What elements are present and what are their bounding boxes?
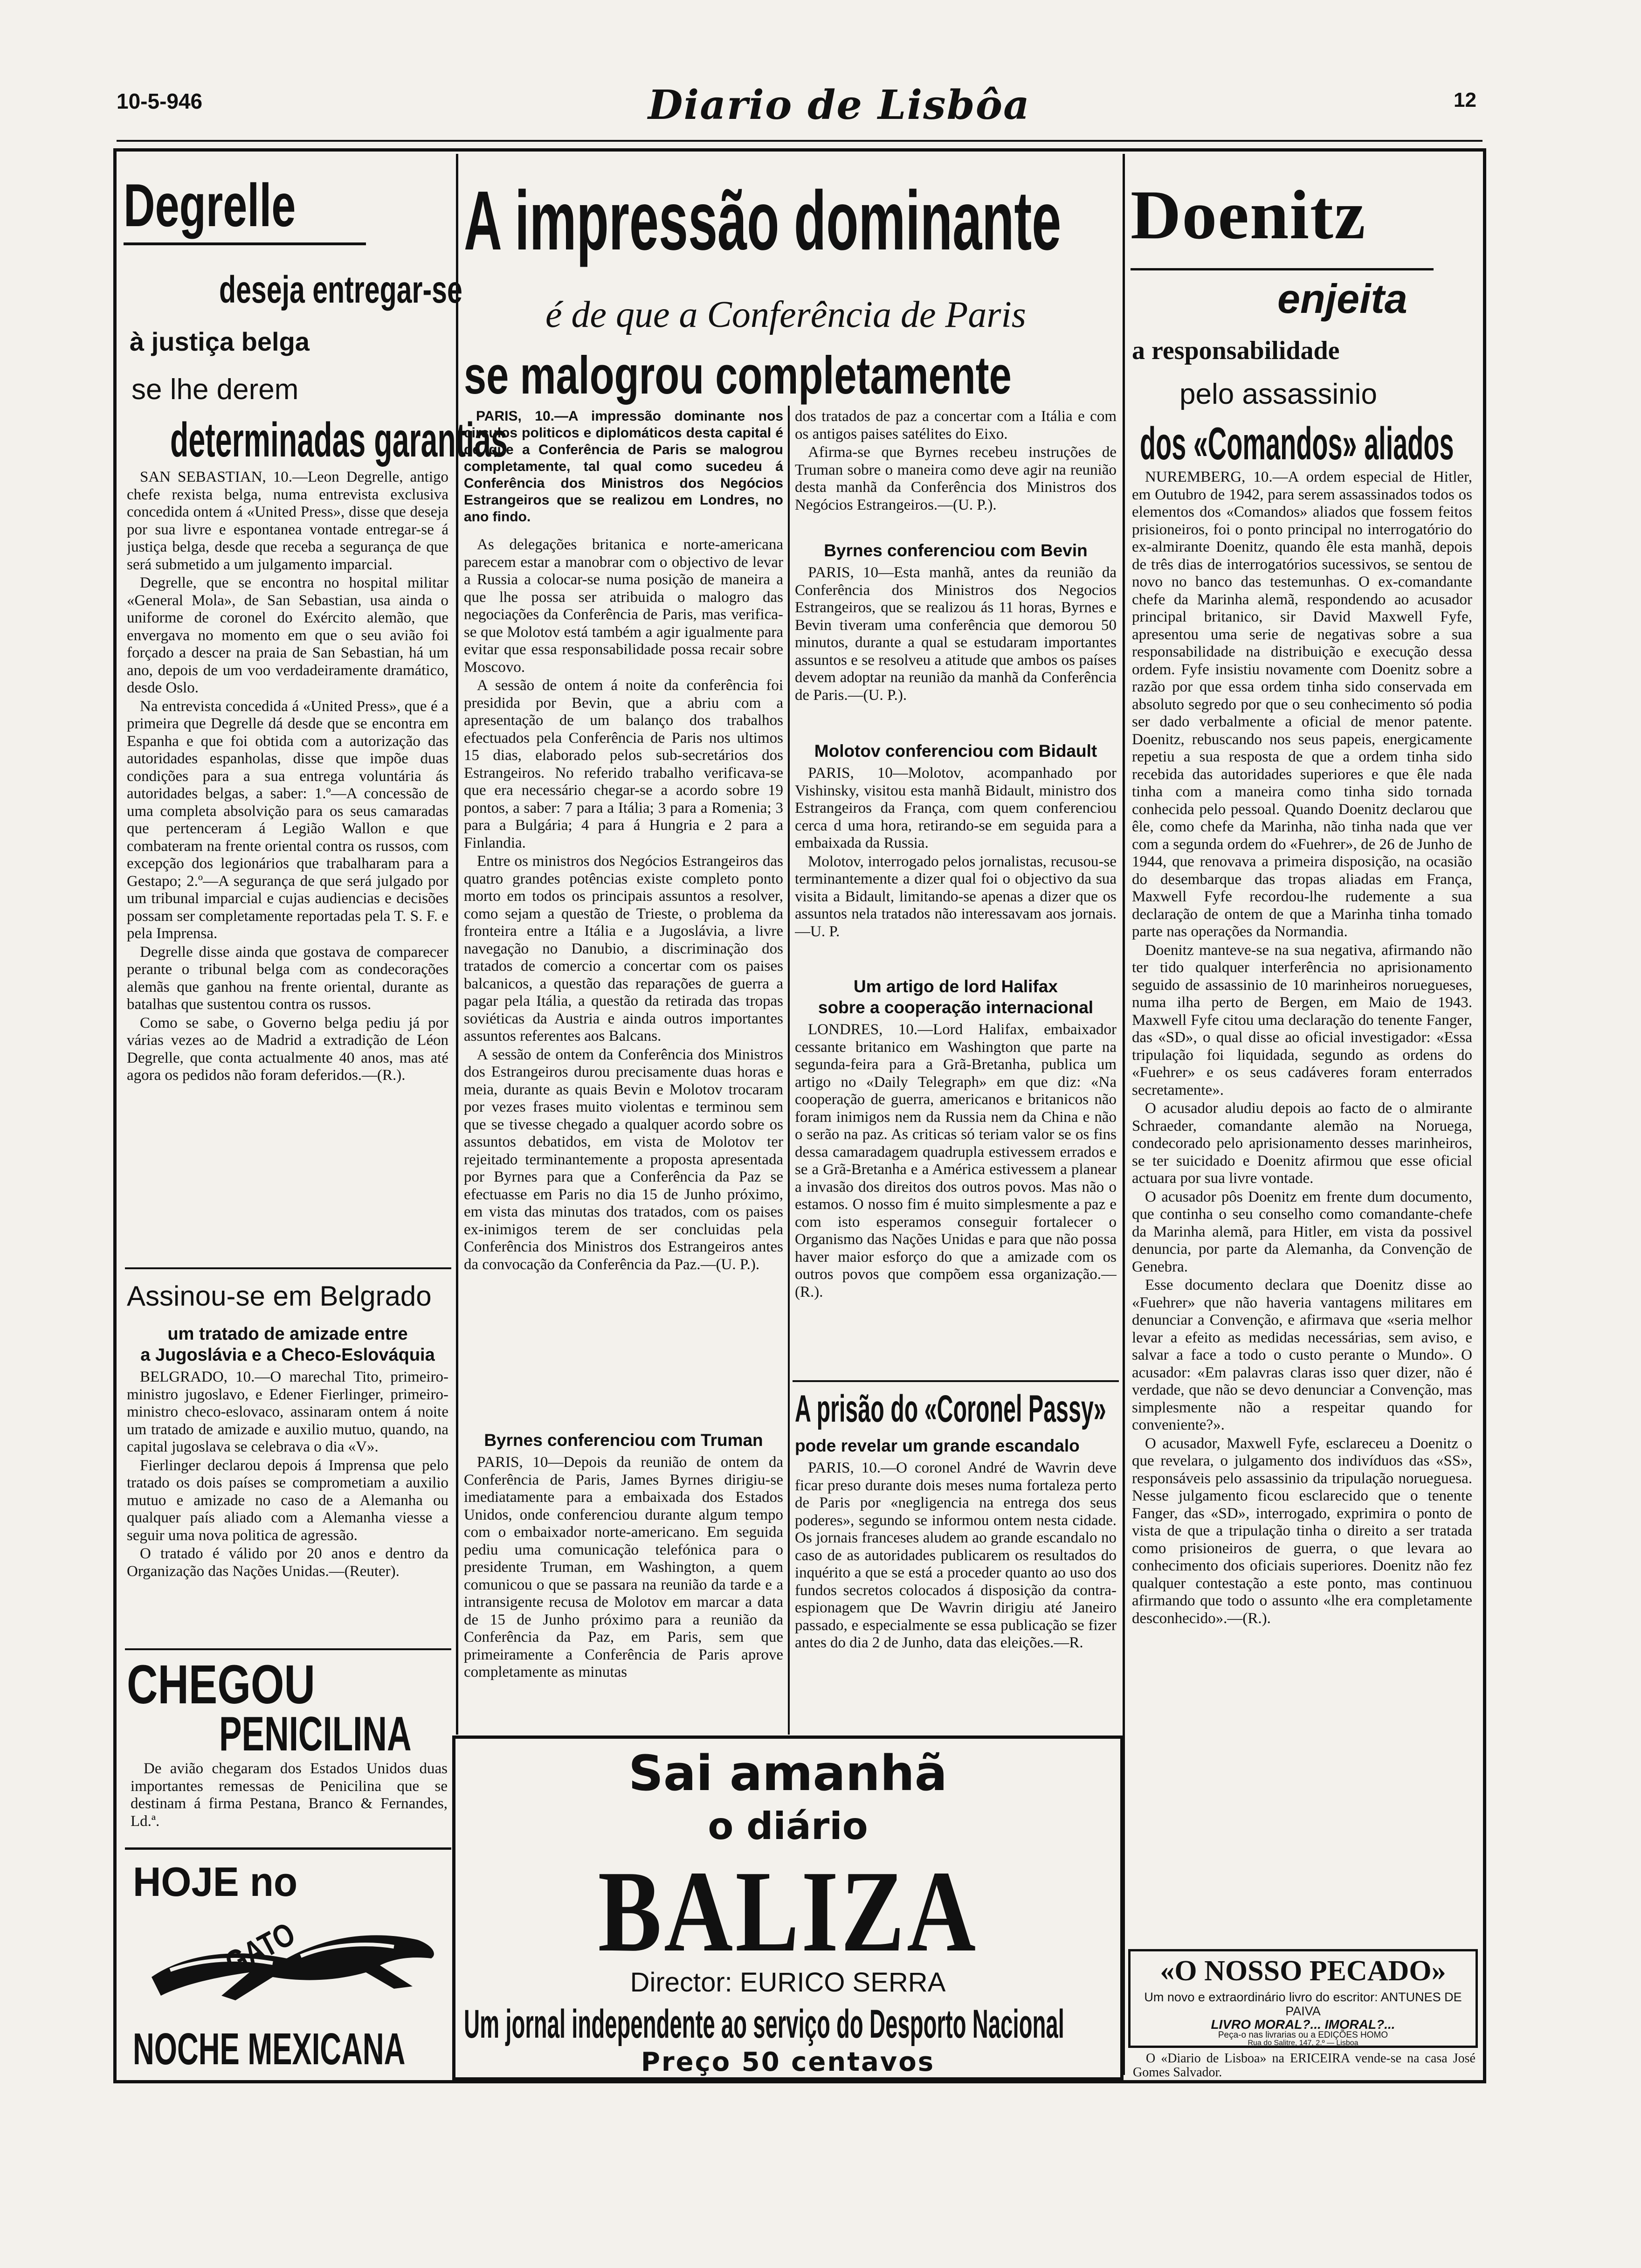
- degrelle-headline: Degrelle: [124, 171, 296, 239]
- article-paragraph: dos tratados de paz a concertar com a Itália e com os antigos paises satélites do Eixo.: [795, 408, 1117, 443]
- article-paragraph: NUREMBERG, 10.—A ordem especial de Hitler, em Outubro de 1942, para serem assassinados todos os elementos dos «Comandos» aliados que fossem feitos prisioneiros, foi o ponto principal no interrogatório do ex-almirante Doenitz, quando êle esta manhã, depois de três dias de interrogatórios sucessivos, se sentou de novo no banco das testemunhas. O ex-comandante chefe da Marinha alemã, respondendo ao acusador principal britanico, sir David Maxwell Fyfe, apresentou uma serie de negativas sobre a sua responsabilidade na distribuição e execução dessa ordem. Fyfe insistiu novamente com Doenitz sobre a razão por que essa ordem tinha sido conservada em absoluto segredo por que o seu conhecimento só podia ser dado verbalmente a oficial de menor patente. Doenitz, rebuscando nos seus papeis, energicamente repetiu a sua resposta de que a ordem tinha sido recebida das autoridades superiores e que êle nada tinha com a maneira como tinha sido tornada conhecida pelo pessoal. Quando Doenitz declarou que êle, como chefe da Marinha, não tinha nada que ver com a segunda ordem do «Fuehrer», de 26 de Junho de 1944, que renovava a primeira disposição, na ocasião do desembarque das tropas aliadas em França, Maxwell Fyfe recordou-lhe rudemente a sua declaração de ontem de que a Marinha tinha tomado parte nas operações da Normandia.: [1132, 469, 1472, 940]
- doenitz-sub-2: a responsabilidade: [1132, 336, 1340, 365]
- gato-ad-title: HOJE no: [133, 1859, 298, 1905]
- article-paragraph: O acusador, Maxwell Fyfe, esclareceu a Doenitz o que revelara, o julgamento dos indivíduos das «SS», responsáveis pelo assassinio da tripulação norueguesa. Nesse julgamento ficou esclarecido que o tenente Fanger, das «SD», interrogado, exprimira o ponto de vista de que a tripulação tinha o direito a ser tratada como prisioneiros de guerra, o que levara ao conhecimento dos oficiais superiores. Doenitz não fez qualquer contestação a este ponto, mas continuou afirmando que todo o assunto «lhe era completamente desconhecido».—(R.).: [1132, 1435, 1472, 1627]
- penicilina-headline-1: CHEGOU: [127, 1654, 315, 1715]
- subheading-halifax-2: sobre a cooperação internacional: [818, 998, 1094, 1017]
- masthead: Diario de Lisbôa: [648, 82, 1030, 129]
- passy-headline: A prisão do «Coronel Passy»: [795, 1388, 1106, 1430]
- section-divider: [125, 1267, 451, 1269]
- pecado-line-2: LIVRO MORAL?... IMORAL?...: [1211, 2017, 1395, 2032]
- column-rule: [788, 406, 790, 1735]
- headline-underline: [1131, 268, 1434, 270]
- degrelle-sub-3: se lhe derem: [131, 373, 299, 406]
- subheading-halifax-1: Um artigo de lord Halifax: [854, 977, 1058, 996]
- passy-sub: pode revelar um grande escandalo: [795, 1436, 1080, 1455]
- article-paragraph: PARIS, 10.—O coronel André de Wavrin deve ficar preso durante dois meses numa fortaleza perto de Paris por «negligencia na entrega dos seus poderes», segundo se informou ontem nesta cidade. Os jornais franceses aludem ao grande escandalo no caso de as autoridades publicarem os resultados do inquérito a que se está a proceder quanto ao uso dos fundos secretos colocados á disposição da contra-espionagem que De Wavrin dirigiu até Janeiro passado, e especialmente se essa publicação se fizer antes do dia 2 de Junho, data das eleições.—R.: [795, 1459, 1117, 1651]
- article-paragraph: Fierlinger declarou depois á Imprensa que pelo tratado os dois países se comprometiam a auxilio mutuo e amizade no caso de a Alemanha ou qualquer país aliado com a Alemanha viesse a seguir uma nova politica de agressão.: [127, 1457, 448, 1544]
- article-paragraph: Esse documento declara que Doenitz disse ao «Fuehrer» que não haveria vantagens militares em denunciar a Convenção, e afirmava que «seria melhor levar a efeito as medidas necessárias, sem aviso, e salvar a face a todo o custo perante o Mundo». O acusador: «Em palavras claras isso quer dizer, não é verdade, que não se devo denunciar a Convenção, mas simplesmente não a respeitar quando for conveniente?».: [1132, 1277, 1472, 1433]
- pecado-line-1: Um novo e extraordinário livro do escritor: ANTUNES DE PAIVA: [1144, 1990, 1462, 2018]
- passy-article: [795, 1459, 1117, 1732]
- gato-ad-event: NOCHE MEXICANA: [133, 2024, 406, 2074]
- degrelle-article: [127, 469, 448, 1247]
- article-paragraph: O acusador aludiu depois ao facto de o almirante Schraeder, comandante alemão na Noruega, condecorado pelo aprisionamento desses marinheiros, se ter suicidado e Doenitz afirmou que esse oficial actuara por sua livre vontade.: [1132, 1100, 1472, 1187]
- article-paragraph: Como se sabe, o Governo belga pediu já por várias vezes ao de Madrid a extradição de Léon Degrelle, que conta actualmente 40 anos, mas até agora os pedidos não foram deferidos.—(R.).: [127, 1014, 448, 1084]
- ericeira-notice: O «Diario de Lisboa» na ERICEIRA vende-se na casa José Gomes Salvador.: [1133, 2052, 1476, 2080]
- article-paragraph: Degrelle disse ainda que gostava de comparecer perante o tribunal belga com as condecorações alemãs que ganhou na frente oriental, durante as batalhas que sustentou contra os russos.: [127, 943, 448, 1013]
- article-paragraph: Degrelle, que se encontra no hospital militar «General Mola», de San Sebastian, usa ainda o uniforme de coronel do Exército alemão, que envergava no momento em que o seu avião foi forçado a descer na praia de San Sebastian, há um ano, depois de um voo verdadeiramente dramático, desde Oslo.: [127, 574, 448, 696]
- subheading-truman: Byrnes conferenciou com Truman: [484, 1431, 763, 1450]
- baliza-title: [452, 1847, 1124, 1976]
- subheading-bidault: Molotov conferenciou com Bidault: [814, 741, 1097, 761]
- doenitz-sub-1: enjeita: [1277, 276, 1407, 322]
- subheading-bevin: Byrnes conferenciou com Bevin: [824, 541, 1088, 560]
- truman-article: [464, 1454, 783, 1731]
- baliza-director: Director: EURICO SERRA: [630, 1967, 946, 1998]
- degrelle-sub-4: determinadas garantias: [170, 413, 508, 467]
- belgrado-sub-2: a Jugoslávia e a Checo-Eslováquia: [140, 1345, 435, 1365]
- doenitz-headline: Doenitz: [1131, 176, 1366, 254]
- article-paragraph: As delegações britanica e norte-americana parecem estar a manobrar com o objectivo de levar a Russia a colocar-se numa posição de maneira a que lhe possa ser atribuida o malogro das negociações da Conferência de Paris, mas verifica-se que Molotov está também a agir igualmente para evitar que essa responsabilidade possa recair sobre Moscovo.: [464, 536, 783, 676]
- conferencia-lead: PARIS, 10.—A impressão dominante nos circulos politicos e diplomáticos desta capital é de que a Conferência de Paris se malogrou completamente, tal qual como sucedeu á Conferência dos Ministros dos Negócios Estrangeiros que se realizou em Londres, no ano findo.: [464, 408, 783, 525]
- belgrado-article: [127, 1369, 448, 1644]
- page-number: 12: [1454, 89, 1476, 111]
- penicilina-text: De avião chegaram dos Estados Unidos duas importantes remessas de Penicilina que se destinam á firma Pestana, Branco & Fernandes, Ld.ª.: [131, 1760, 448, 1830]
- article-paragraph: PARIS, 10—Molotov, acompanhado por Vishinsky, visitou esta manhã Bidault, ministro dos Estrangeiros da França, com quem conferenciou cerca d uma hora, retirando-se em seguida para a embaixada da Russia.: [795, 765, 1117, 851]
- section-divider: [125, 1648, 451, 1650]
- article-paragraph: O tratado é válido por 20 anos e dentro da Organização das Nações Unidas.—(Reuter).: [127, 1545, 448, 1580]
- article-paragraph: Molotov, interrogado pelos jornalistas, recusou-se terminantemente a dizer qual foi o objectivo da sua visita a Bidault, limitando-se apenas a dizer que os assuntos nela tratados não interessavam aos jornais.—U. P.: [795, 853, 1117, 940]
- baliza-name: BALIZA: [598, 1847, 978, 1976]
- article-paragraph: Entre os ministros dos Negócios Estrangeiros das quatro grandes potências existe completo ponto morto em todos os principais assuntos a resolver, como sejam a questão de Trieste, o problema da fronteira entre a Itália e a Jugoslávia, a livre navegação no Danubio, a discriminação dos tratados de comercio a concertar com os paises balcanicos, a questão das reparações de guerra a pagar pela Itália, a questão da retirada das tropas soviéticas da Austria e ainda outros importantes assuntos referentes aos Balcans.: [464, 853, 783, 1044]
- article-paragraph: PARIS, 10—Depois da reunião de ontem da Conferência de Paris, James Byrnes dirigiu-se imediatamente para a embaixada dos Estados Unidos, onde conferenciou durante algum tempo com o embaixador norte-americano. Em seguida pediu uma comunicação telefónica para o presidente Truman, em Washington, a quem comunicou o que se passara na reunião da tarde e a intransigente recusa de Molotov em marcar a data de 15 de Junho próximo para a reunião da Conferência da Paz, em Paris, sem que primeiramente a Conferência de Paris aprove completamente as minutas: [464, 1454, 783, 1680]
- baliza-line-1: Sai amanhã: [628, 1745, 947, 1802]
- baliza-tagline: Um jornal independente ao serviço do Desporto Nacional: [464, 2002, 1064, 2047]
- section-divider: [793, 1380, 1119, 1382]
- doenitz-article: [1132, 469, 1472, 1867]
- belgrado-headline: Assinou-se em Belgrado: [127, 1280, 432, 1312]
- penicilina-headline-2: PENICILINA: [219, 1707, 412, 1761]
- halifax-article: [795, 1021, 1117, 1376]
- article-paragraph: LONDRES, 10.—Lord Halifax, embaixador cessante britanico em Washington que parte na segunda-feira para a Grã-Bretanha, publica um artigo no «Daily Telegraph» em que diz: «Na cooperação de guerra, americanos e britanicos não foram inimigos nem da Russia nem da China e não o serão na paz. As criticas só teriam valor se os fins dessa camaradagem quadrupla estivessem errados e se a Grã-Bretanha e a América estivessem a planear a invasão dos direitos dos outros povos. Mas não o estamos. O nosso fim é muito simplesmente a paz e com isto esperamos conseguir fortalecer o Organismo das Nações Unidas e para que não possa haver maior esforço do que a amizade com os outros povos que compõem essa organização.—(R.).: [795, 1021, 1117, 1300]
- belgrado-sub-1: um tratado de amizade entre: [167, 1324, 408, 1344]
- degrelle-sub-1: deseja entregar-se: [219, 269, 462, 311]
- conferencia-sub-2: se malogrou completamente: [464, 346, 1012, 405]
- article-paragraph: A sessão de ontem da Conferência dos Ministros dos Estrangeiros durou precisamente duas horas e meia, durante as quais Bevin e Molotov trocaram por vezes frases muito violentas e terminou sem que se tivesse chegado a qualquer acordo sobre os assuntos debatidos, em vista de Molotov ter rejeitado terminantemente a proposta apresentada por Byrnes para que a Conferência da Paz se efectuasse em Paris no dia 15 de Junho próximo, em vista das minutas dos tratados, com os paises ex-inimigos terem de ser concluidas pela Conferência dos Ministros dos Estrangeiros antes da convocação da Conferência da Paz.—(U. P.).: [464, 1046, 783, 1273]
- pecado-line-3: Peça-o nas livrarias ou a EDIÇÕES HOMO: [1218, 2030, 1388, 2040]
- article-paragraph: A sessão de ontem á noite da conferência foi presidida por Bevin, que a abriu com a apresentação de um balanço dos trabalhos efectuados pela Conferência de Paris nos ultimos 15 dias, elaborado pelos sub-secretários dos Estrangeiros. No referido trabalho verificava-se que era necessário chegar-se a acordo sobre 19 pontos, a saber: 7 para a Itália; 3 para a Romenia; 3 para a Bulgária; 4 para á Hungria e 2 para a Finlandia.: [464, 677, 783, 851]
- article-paragraph: PARIS, 10—Esta manhã, antes da reunião da Conferência dos Ministros dos Negocios Estrangeiros, que se realizou ás 11 horas, Byrnes e Bevin tiveram uma conferência que demorou 50 minutos, durante a qual se estudaram importantes assuntos e se resolveu a atitude que ambos os países devem adoptar na reunião da manhã da Conferência de Paris.—(U. P.).: [795, 564, 1117, 704]
- headline-underline: [124, 242, 366, 245]
- issue-date: 10-5-946: [117, 89, 203, 113]
- conferencia-headline: A impressão dominante: [464, 174, 1062, 268]
- pecado-title: «O NOSSO PECADO»: [1160, 1955, 1446, 1987]
- doenitz-sub-4: dos «Comandos» aliados: [1140, 418, 1454, 469]
- article-paragraph: Na entrevista concedida á «United Press», que é a primeira que Degrelle dá desde que se encontra em Espanha e que foi obtida com a autorização das autoridades espanholas, disse que impõe duas condições para a sua entrega voluntária ás autoridades belgas, a saber: 1.º—A concessão de uma completa absolvição para os seus camaradas que pertenceram á Legião Wallon e que combateram na frente oriental contra os russos, com excepção dos legionários que trabalharam para a Gestapo; 2.º—A segurança de que será julgado por um tribunal imparcial e cujas audiencias e decisões possam ser completamente reportadas pela T. S. F. e pela Imprensa.: [127, 698, 448, 942]
- article-paragraph: SAN SEBASTIAN, 10.—Leon Degrelle, antigo chefe rexista belga, numa entrevista exclusiva concedida ontem á «United Press», disse que deseja por sua livre e espontanea vontade entregar-se á justiça belga, desde que receba a segurança de que será submetido a um julgamento imparcial.: [127, 469, 448, 573]
- running-cat-icon: [133, 1907, 445, 2014]
- article-paragraph: Afirma-se que Byrnes recebeu instruções de Truman sobre o maneira como deve agir na reunião desta manhã da Conferência dos Ministros dos Negócios Estrangeiros.—(U. P.).: [795, 444, 1117, 513]
- degrelle-sub-2: à justiça belga: [130, 327, 310, 356]
- conferencia-article: [464, 536, 783, 1431]
- conferencia-continuation: [795, 408, 1117, 520]
- baliza-line-2: o diário: [708, 1805, 868, 1848]
- article-paragraph: Doenitz manteve-se na sua negativa, afirmando não ter tido qualquer interferência no aprisionamento seguido de assassinio de 10 marinheiros noruegueses, numa ilha perto de Bergen, em Maio de 1943. Maxwell Fyfe citou uma declaração do tenente Fanger, das «SD», o qual disse ao oficial investigador: «Essa tripulação foi liquidada, segundo as ordens do «Fuehrer» e os seus cadáveres foram enterrados secretamente».: [1132, 941, 1472, 1099]
- column-rule: [456, 154, 458, 1735]
- doenitz-sub-3: pelo assassinio: [1179, 378, 1377, 410]
- baliza-price: Preço 50 centavos: [641, 2047, 935, 2077]
- header-rule: [117, 140, 1482, 142]
- bevin-article: [795, 564, 1117, 737]
- bidault-article: [795, 765, 1117, 970]
- conferencia-sub-1: é de que a Conferência de Paris: [545, 294, 1026, 335]
- section-divider: [125, 1847, 451, 1850]
- pecado-line-4: Rua do Salitre, 147, 2.º — Lisboa: [1248, 2039, 1358, 2047]
- gato-logo: GATO: [219, 1915, 301, 1982]
- article-paragraph: BELGRADO, 10.—O marechal Tito, primeiro-ministro jugoslavo, e Edener Fierlinger, primeiro-ministro checo-eslovaco, assinaram ontem á noite um tratado de amizade e auxilio mutuo, quando, na capital jugoslava se celebrava o dia «V».: [127, 1369, 448, 1455]
- baliza-tagline-wrap: [464, 2001, 1112, 2047]
- article-paragraph: O acusador pôs Doenitz em frente dum documento, que continha o seu conselho como comandante-chefe da Marinha alemã, para Hitler, em vista da possivel denuncia, por parte da Alemanha, da Convenção de Genebra.: [1132, 1188, 1472, 1275]
